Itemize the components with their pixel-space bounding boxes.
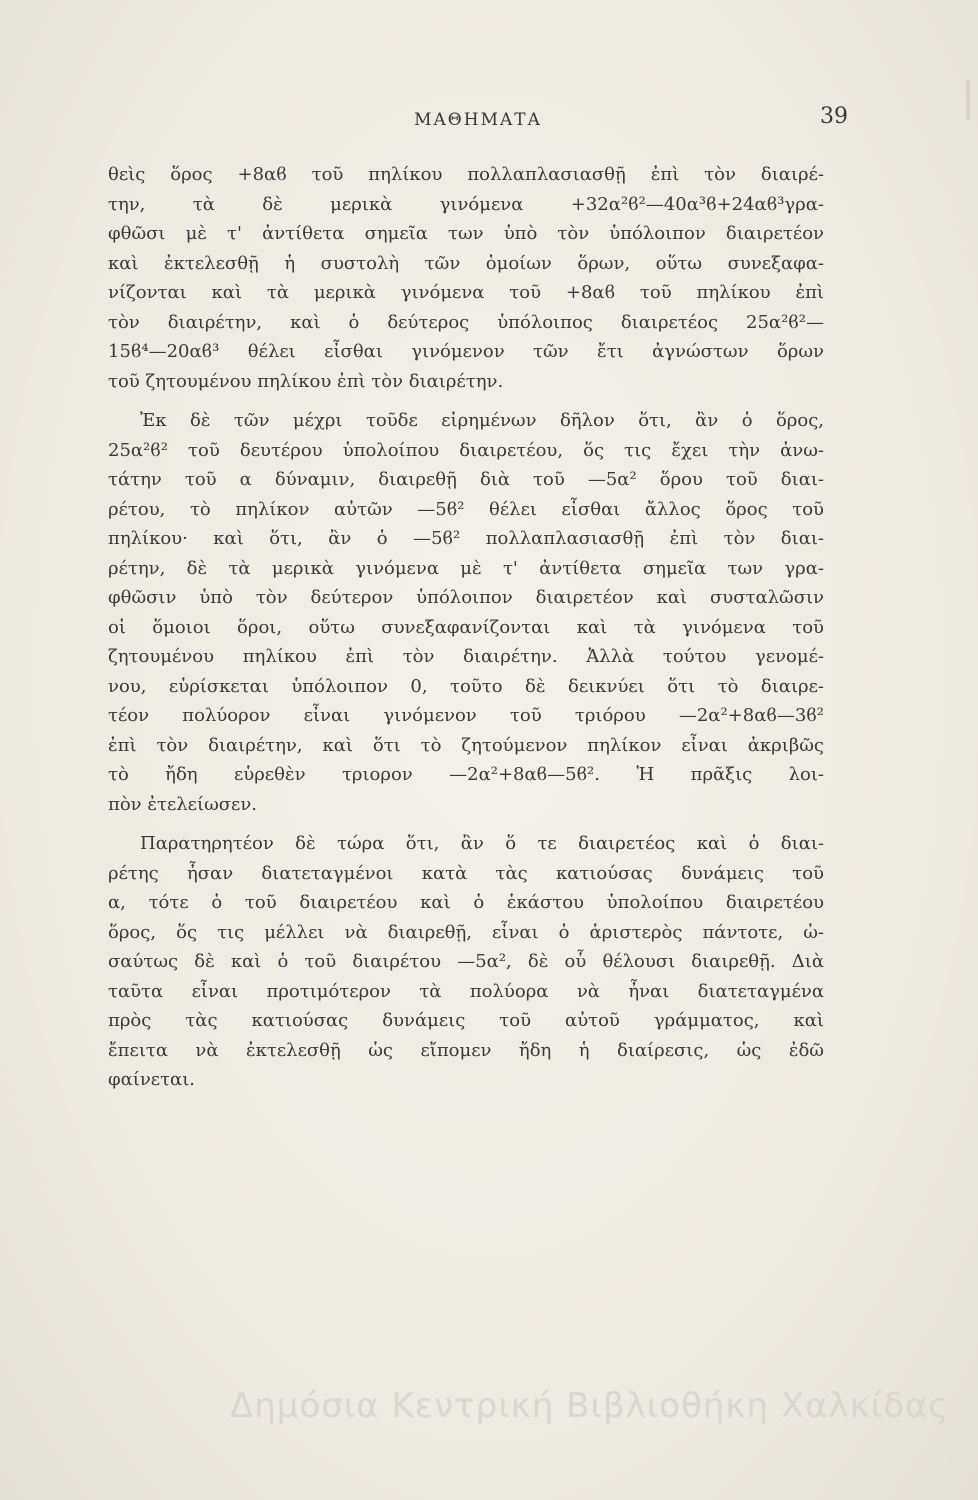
text-line: τοῦ ζητουμένου πηλίκου ἐπὶ τὸν διαιρέτην. [108, 370, 504, 392]
text-line: τέον πολύορον εἶναι γινόμενον τοῦ τριόρου —2α²+8αϐ—3ϐ² [108, 705, 824, 726]
text-line: φθῶσι μὲ τ' ἀντίθετα σημεῖα των ὑπὸ τὸν ὑπόλοιπον διαιρετέον [108, 223, 824, 244]
text-line: τάτην τοῦ α δύναμιν, διαιρεθῇ διὰ τοῦ —5α² ὅρου τοῦ διαι- [108, 469, 824, 490]
text-line: ἔπειτα νὰ ἐκτελεσθῇ ὡς εἴπομεν ἤδη ἡ διαίρεσις, ὡς ἐδῶ [108, 1039, 824, 1061]
text-line: ρέτης ἦσαν διατεταγμένοι κατὰ τὰς κατιούσας δυνάμεις τοῦ [108, 862, 824, 884]
page-edge-mark [966, 80, 970, 120]
text-line: πηλίκου· καὶ ὅτι, ἂν ὁ —5ϐ² πολλαπλασιασθῇ ἐπὶ τὸν διαι- [108, 528, 824, 549]
text-line: Ἐκ δὲ τῶν μέχρι τοῦδε εἰρημένων δῆλον ὅτι, ἂν ὁ ὅρος, [140, 410, 824, 431]
text-line: 15ϐ⁴—20αϐ³ θέλει εἶσθαι γινόμενον τῶν ἔτι ἀγνώστων ὅρων [108, 341, 824, 362]
text-line: 25α²ϐ² τοῦ δευτέρου ὑπολοίπου διαιρετέου, ὅς τις ἔχει τὴν ἀνω- [108, 439, 824, 461]
text-line: πρὸς τὰς κατιούσας δυνάμεις τοῦ αὐτοῦ γράμματος, καὶ [108, 1010, 824, 1031]
text-line: νου, εὑρίσκεται ὑπόλοιπον 0, τοῦτο δὲ δεικνύει ὅτι τὸ διαιρε- [108, 675, 824, 697]
text-line: ἐπὶ τὸν διαιρέτην, καὶ ὅτι τὸ ζητούμενον πηλίκον εἶναι ἀκριβῶς [108, 734, 824, 756]
text-line: τὸ ἤδη εὑρεθὲν τριορον —2α²+8αϐ—5ϐ². Ἡ πρᾶξις λοι- [108, 764, 824, 785]
paragraph-3 [108, 829, 824, 1095]
text-line: πὸν ἐτελείωσεν. [108, 793, 258, 815]
text-line: την, τὰ δὲ μερικὰ γινόμενα +32α²ϐ²—40α³ϐ+24αϐ³γρα- [108, 193, 824, 215]
text-line: καὶ ἐκτελεσθῇ ἡ συστολὴ τῶν ὁμοίων ὅρων, οὕτω συνεξαφα- [108, 252, 824, 274]
text-line: ζητουμένου πηλίκου ἐπὶ τὸν διαιρέτην. Ἀλλὰ τούτου γενομέ- [108, 646, 824, 667]
text-line: νίζονται καὶ τὰ μερικὰ γινόμενα τοῦ +8αϐ τοῦ πηλίκου ἐπὶ [108, 282, 824, 303]
text-line: οἱ ὅμοιοι ὅροι, οὕτω συνεξαφανίζονται καὶ τὰ γινόμενα τοῦ [108, 616, 824, 638]
text-line: ρέτου, τὸ πηλίκον αὐτῶν —5ϐ² θέλει εἶσθαι ἄλλος ὅρος τοῦ [108, 498, 824, 520]
text-line: θεὶς ὅρος +8αϐ τοῦ πηλίκου πολλαπλασιασθῇ ἐπὶ τὸν διαιρέ- [108, 164, 824, 185]
paragraph-2 [108, 406, 824, 819]
text-line: ταῦτα εἶναι προτιμότερον τὰ πολύορα νὰ ἦναι διατεταγμένα [108, 980, 824, 1002]
page-header [108, 100, 848, 140]
text-line: α, τότε ὁ τοῦ διαιρετέου καὶ ὁ ἑκάστου ὑπολοίπου διαιρετέου [108, 892, 824, 913]
text-line: ὅρος, ὅς τις μέλλει νὰ διαιρεθῇ, εἶναι ὁ ἀριστερὸς πάντοτε, ὡ- [108, 921, 824, 943]
paragraph-1 [108, 160, 824, 396]
body-text [108, 160, 824, 1095]
library-watermark: Δημόσια Κεντρική Βιβλιοθήκη Χαλκίδας [230, 1386, 950, 1426]
page-number: 39 [820, 104, 848, 129]
text-line: φαίνεται. [108, 1069, 195, 1090]
text-line: Παρατηρητέον δὲ τώρα ὅτι, ἂν ὅ τε διαιρετέος καὶ ὁ διαι- [140, 833, 824, 854]
running-title: ΜΑΘΗΜΑΤΑ [414, 110, 542, 130]
text-line: τὸν διαιρέτην, καὶ ὁ δεύτερος ὑπόλοιπος διαιρετέος 25α²ϐ²— [108, 311, 824, 333]
text-line: φθῶσιν ὑπὸ τὸν δεύτερον ὑπόλοιπον διαιρετέον καὶ συσταλῶσιν [108, 587, 824, 608]
text-line: ρέτην, δὲ τὰ μερικὰ γινόμενα μὲ τ' ἀντίθετα σημεῖα των γρα- [108, 557, 824, 579]
text-line: σαύτως δὲ καὶ ὁ τοῦ διαιρέτου —5α², δὲ οὗ θέλουσι διαιρεθῇ. Διὰ [108, 951, 824, 972]
